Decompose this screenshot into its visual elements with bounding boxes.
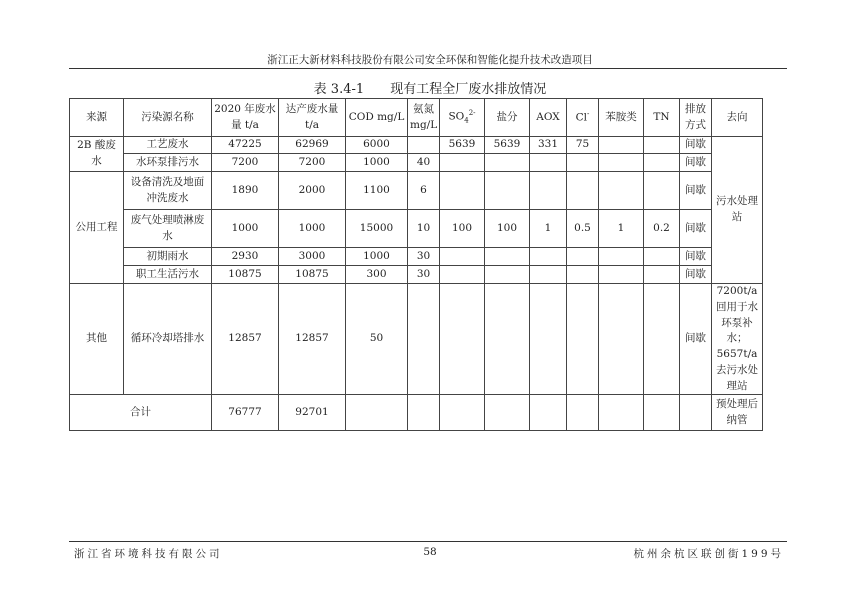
total-cap: 92701: [279, 395, 346, 431]
cell-name: 设备清洗及地面冲洗废水: [124, 172, 212, 210]
cl-base: Cl: [575, 111, 588, 124]
cell-tn: 0.2: [644, 210, 680, 248]
col-header-vol2020: 2020 年废水量 t/a: [212, 99, 279, 137]
cell-cl: [567, 248, 599, 266]
cell-aniline: [599, 284, 644, 395]
empty-cell: [680, 395, 712, 431]
cell-cl: [567, 172, 599, 210]
cell-cod: 50: [346, 284, 408, 395]
cell-cod: 1000: [346, 154, 408, 172]
cell-mode: 间歇: [680, 172, 712, 210]
cell-so4: 100: [440, 210, 485, 248]
cell-mode: 间歇: [680, 266, 712, 284]
cell-so4: [440, 284, 485, 395]
cell-vol: 47225: [212, 137, 279, 154]
total-label: 合计: [70, 395, 212, 431]
cell-nh3: 10: [408, 210, 440, 248]
cell-salt: [485, 248, 530, 266]
cell-nh3: 6: [408, 172, 440, 210]
cell-nh3: [408, 284, 440, 395]
table-number: 表 3.4-1: [313, 82, 365, 97]
cell-dest-wastewater: 污水处理站: [712, 137, 763, 284]
cell-mode: 间歇: [680, 154, 712, 172]
cell-cap: 1000: [279, 210, 346, 248]
empty-cell: [408, 395, 440, 431]
cell-cod: 6000: [346, 137, 408, 154]
col-header-aniline: 苯胺类: [599, 99, 644, 137]
table-row: [70, 210, 763, 248]
col-header-salt: 盐分: [485, 99, 530, 137]
cell-so4: [440, 266, 485, 284]
cell-aniline: [599, 154, 644, 172]
cell-aniline: [599, 266, 644, 284]
so4-base: SO: [448, 110, 465, 123]
table-row: [70, 154, 763, 172]
col-header-source: 来源: [70, 99, 124, 137]
cell-mode: 间歇: [680, 210, 712, 248]
cell-tn: [644, 284, 680, 395]
cell-cl: [567, 266, 599, 284]
cell-nh3: [408, 137, 440, 154]
cell-name: 初期雨水: [124, 248, 212, 266]
table-caption: [0, 78, 860, 97]
col-header-tn: TN: [644, 99, 680, 137]
cell-name: 工艺废水: [124, 137, 212, 154]
cell-cod: 1000: [346, 248, 408, 266]
cell-so4: [440, 248, 485, 266]
cell-cod: 15000: [346, 210, 408, 248]
col-header-capacity: 达产废水量 t/a: [279, 99, 346, 137]
col-header-cod: COD mg/L: [346, 99, 408, 137]
page-number: 58: [423, 546, 437, 558]
cell-aniline: 1: [599, 210, 644, 248]
cell-so4: [440, 154, 485, 172]
table-row: [70, 248, 763, 266]
cell-tn: [644, 248, 680, 266]
cell-mode: 间歇: [680, 248, 712, 266]
cell-aox: [530, 172, 567, 210]
cell-vol: 1890: [212, 172, 279, 210]
cell-aniline: [599, 248, 644, 266]
cell-aox: [530, 284, 567, 395]
cell-salt: 5639: [485, 137, 530, 154]
cell-cl: 75: [567, 137, 599, 154]
cell-cl: 0.5: [567, 210, 599, 248]
wastewater-discharge-table: [69, 98, 763, 431]
total-dest: 预处理后纳管: [712, 395, 763, 431]
cell-cap: 12857: [279, 284, 346, 395]
empty-cell: [440, 395, 485, 431]
col-header-so4: [440, 99, 485, 137]
cell-cap: 2000: [279, 172, 346, 210]
cell-so4: [440, 172, 485, 210]
cell-nh3: 30: [408, 248, 440, 266]
cell-cod: 1100: [346, 172, 408, 210]
group-acid: 2B 酸废水: [70, 137, 124, 172]
table-title: 现有工程全厂废水排放情况: [390, 82, 547, 97]
cell-salt: [485, 266, 530, 284]
cell-cl: [567, 284, 599, 395]
empty-cell: [599, 395, 644, 431]
cell-aox: [530, 266, 567, 284]
empty-cell: [346, 395, 408, 431]
cell-aox: 1: [530, 210, 567, 248]
footer-address: 杭州余杭区联创街199号: [633, 548, 784, 560]
footer-rule: [69, 541, 787, 542]
empty-cell: [530, 395, 567, 431]
cell-cap: 7200: [279, 154, 346, 172]
footer-company: 浙江省环境科技有限公司: [74, 548, 223, 560]
cell-dest-other: 7200t/a 回用于水环泵补水；5657t/a 去污水处理站: [712, 284, 763, 395]
cell-cl: [567, 154, 599, 172]
cell-aox: [530, 154, 567, 172]
cell-aox: 331: [530, 137, 567, 154]
cell-cap: 62969: [279, 137, 346, 154]
cell-tn: [644, 172, 680, 210]
empty-cell: [485, 395, 530, 431]
total-vol: 76777: [212, 395, 279, 431]
table-row: [70, 266, 763, 284]
cell-salt: [485, 172, 530, 210]
so4-superscript: 2-: [468, 109, 476, 118]
cell-tn: [644, 137, 680, 154]
table-row: [70, 137, 763, 154]
cell-aniline: [599, 172, 644, 210]
cell-tn: [644, 266, 680, 284]
cell-salt: [485, 154, 530, 172]
cell-name: 水环泵排污水: [124, 154, 212, 172]
cell-cap: 3000: [279, 248, 346, 266]
table-row: [70, 284, 763, 395]
col-header-nh3: 氨氮 mg/L: [408, 99, 440, 137]
cell-so4: 5639: [440, 137, 485, 154]
cl-superscript: -: [587, 109, 590, 118]
col-header-aox: AOX: [530, 99, 567, 137]
total-row: [70, 395, 763, 431]
cell-name: 循环冷却塔排水: [124, 284, 212, 395]
cell-vol: 7200: [212, 154, 279, 172]
running-header: 浙江正大新材料科技股份有限公司安全环保和智能化提升技术改造项目: [267, 54, 593, 66]
so4-subscript: 4: [464, 117, 469, 126]
cell-nh3: 40: [408, 154, 440, 172]
group-public: 公用工程: [70, 172, 124, 284]
cell-mode: 间歇: [680, 284, 712, 395]
cell-nh3: 30: [408, 266, 440, 284]
col-header-cl: [567, 99, 599, 137]
cell-name: 职工生活污水: [124, 266, 212, 284]
group-other: 其他: [70, 284, 124, 395]
col-header-dest: 去向: [712, 99, 763, 137]
cell-salt: [485, 284, 530, 395]
cell-vol: 2930: [212, 248, 279, 266]
empty-cell: [567, 395, 599, 431]
cell-mode: 间歇: [680, 137, 712, 154]
cell-salt: 100: [485, 210, 530, 248]
table-row: [70, 172, 763, 210]
cell-cap: 10875: [279, 266, 346, 284]
header-rule: [69, 68, 787, 69]
col-header-name: 污染源名称: [124, 99, 212, 137]
header-row: [70, 99, 763, 137]
cell-aox: [530, 248, 567, 266]
cell-vol: 10875: [212, 266, 279, 284]
cell-vol: 12857: [212, 284, 279, 395]
cell-vol: 1000: [212, 210, 279, 248]
cell-name: 废气处理喷淋废水: [124, 210, 212, 248]
cell-cod: 300: [346, 266, 408, 284]
cell-aniline: [599, 137, 644, 154]
col-header-mode: 排放方式: [680, 99, 712, 137]
empty-cell: [644, 395, 680, 431]
cell-tn: [644, 154, 680, 172]
